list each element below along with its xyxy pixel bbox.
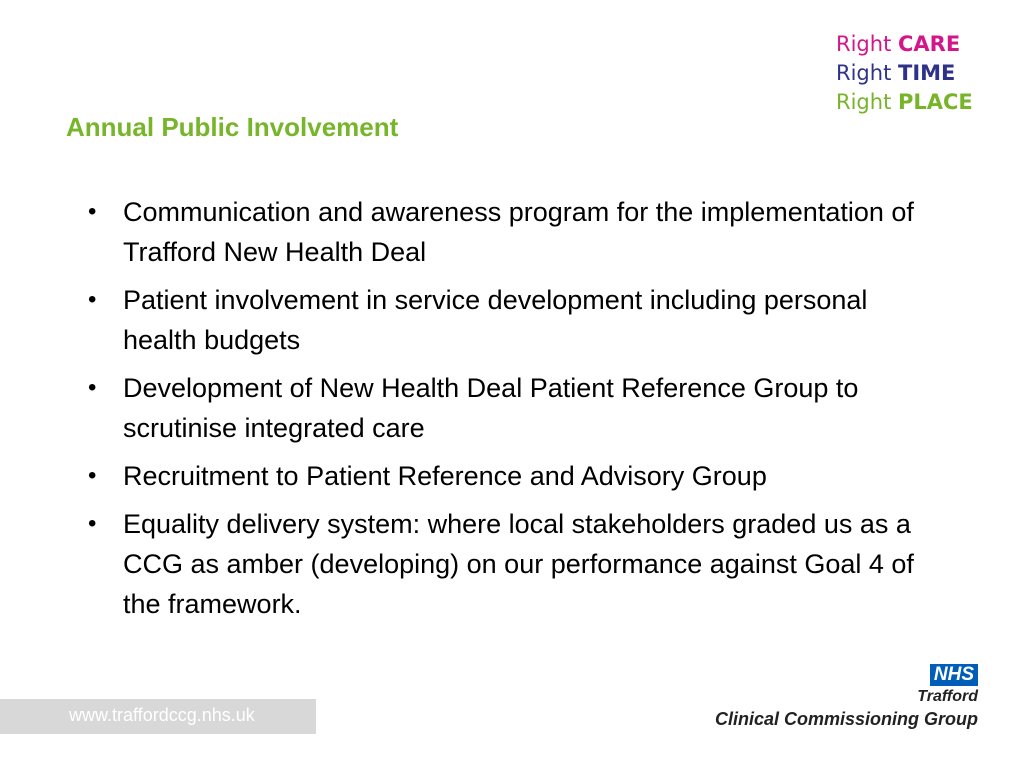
bullet-item <box>88 368 948 448</box>
footer-bar <box>0 699 316 734</box>
bullet-text: Communication and awareness program for the implementation of Trafford New Health Deal <box>123 197 914 267</box>
nhs-trafford-logo <box>715 664 978 730</box>
bullet-dot-icon: • <box>88 374 97 401</box>
bullet-text: Patient involvement in service development including personal health budgets <box>123 285 868 355</box>
tagline-time-prefix: Right <box>836 61 892 85</box>
tagline-place <box>836 88 973 117</box>
bullet-item <box>88 456 948 496</box>
bullet-dot-icon: • <box>88 462 97 489</box>
tagline-place-prefix: Right <box>836 90 892 114</box>
nhs-group-name: Clinical Commissioning Group <box>714 709 978 729</box>
slide-title: Annual Public Involvement <box>66 112 399 142</box>
tagline-place-word: PLACE <box>898 90 973 114</box>
tagline-time <box>836 59 973 88</box>
tagline-care-prefix: Right <box>836 32 892 56</box>
bullet-dot-icon: • <box>88 198 97 225</box>
bullet-list <box>88 192 948 632</box>
tagline-time-word: TIME <box>898 61 956 85</box>
bullet-dot-icon: • <box>88 510 97 537</box>
tagline-care <box>836 30 973 59</box>
bullet-item <box>88 192 948 272</box>
bullet-text: Development of New Health Deal Patient Reference Group to scrutinise integrated care <box>123 373 859 443</box>
tagline-care-word: CARE <box>898 32 961 56</box>
bullet-item <box>88 280 948 360</box>
bullet-item <box>88 504 948 624</box>
bullet-text: Equality delivery system: where local stakeholders graded us as a CCG as amber (developing) on our performance against Goal 4 of the framework. <box>123 509 914 619</box>
right-care-tagline <box>836 30 973 117</box>
nhs-org-name: Trafford <box>917 688 978 705</box>
bullet-dot-icon: • <box>88 286 97 313</box>
bullet-text: Recruitment to Patient Reference and Advisory Group <box>123 461 767 491</box>
footer-url: www.traffordccg.nhs.uk <box>69 705 255 725</box>
nhs-badge: NHS <box>930 664 978 686</box>
